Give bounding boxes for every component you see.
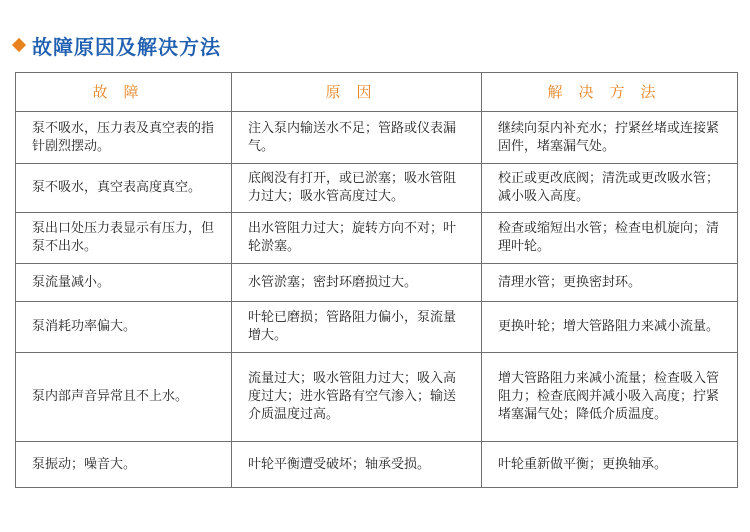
fault-cell: 泵不吸水，压力表及真空表的指针剧烈摆动。 [16, 112, 232, 164]
table-row [16, 442, 738, 488]
section-heading [12, 30, 221, 60]
table-row [16, 213, 738, 264]
solution-cell: 叶轮重新做平衡；更换轴承。 [482, 442, 738, 488]
solution-cell: 校正或更改底阀；清洗或更改吸水管；减小吸入高度。 [482, 164, 738, 213]
column-header-solution: 解决方法 [482, 73, 738, 112]
fault-cell: 泵内部声音异常且不上水。 [16, 353, 232, 442]
column-header-fault: 故障 [16, 73, 232, 112]
fault-cell: 泵出口处压力表显示有压力，但泵不出水。 [16, 213, 232, 264]
cause-cell: 流量过大；吸水管阻力过大；吸入高度过大；进水管路有空气渗入；输送介质温度过高。 [232, 353, 482, 442]
solution-cell: 增大管路阻力来减小流量；检查吸入管阻力；检查底阀并减小吸入高度；拧紧堵塞漏气处；降低介质温度。 [482, 353, 738, 442]
table-row [16, 264, 738, 302]
cause-cell: 水管淤塞；密封环磨损过大。 [232, 264, 482, 302]
fault-cell: 泵消耗功率偏大。 [16, 302, 232, 353]
solution-cell: 检查或缩短出水管；检查电机旋向；清理叶轮。 [482, 213, 738, 264]
solution-cell: 清理水管；更换密封环。 [482, 264, 738, 302]
diamond-bullet-icon [12, 38, 26, 52]
solution-cell: 继续向泵内补充水；拧紧丝堵或连接紧固件，堵塞漏气处。 [482, 112, 738, 164]
cause-cell: 叶轮平衡遭受破坏；轴承受损。 [232, 442, 482, 488]
table-row [16, 164, 738, 213]
fault-cell: 泵流量减小。 [16, 264, 232, 302]
table-row [16, 302, 738, 353]
fault-table [15, 72, 738, 488]
cause-cell: 底阀没有打开，或已淤塞；吸水管阻力过大；吸水管高度过大。 [232, 164, 482, 213]
table-row [16, 112, 738, 164]
column-header-cause: 原因 [232, 73, 482, 112]
section-title: 故障原因及解决方法 [32, 34, 221, 59]
table-header-row [16, 73, 738, 112]
table-row [16, 353, 738, 442]
solution-cell: 更换叶轮；增大管路阻力来减小流量。 [482, 302, 738, 353]
fault-cell: 泵不吸水，真空表高度真空。 [16, 164, 232, 213]
fault-cell: 泵振动；噪音大。 [16, 442, 232, 488]
cause-cell: 出水管阻力过大；旋转方向不对；叶轮淤塞。 [232, 213, 482, 264]
cause-cell: 注入泵内输送水不足；管路或仪表漏气。 [232, 112, 482, 164]
cause-cell: 叶轮已磨损；管路阻力偏小，泵流量增大。 [232, 302, 482, 353]
